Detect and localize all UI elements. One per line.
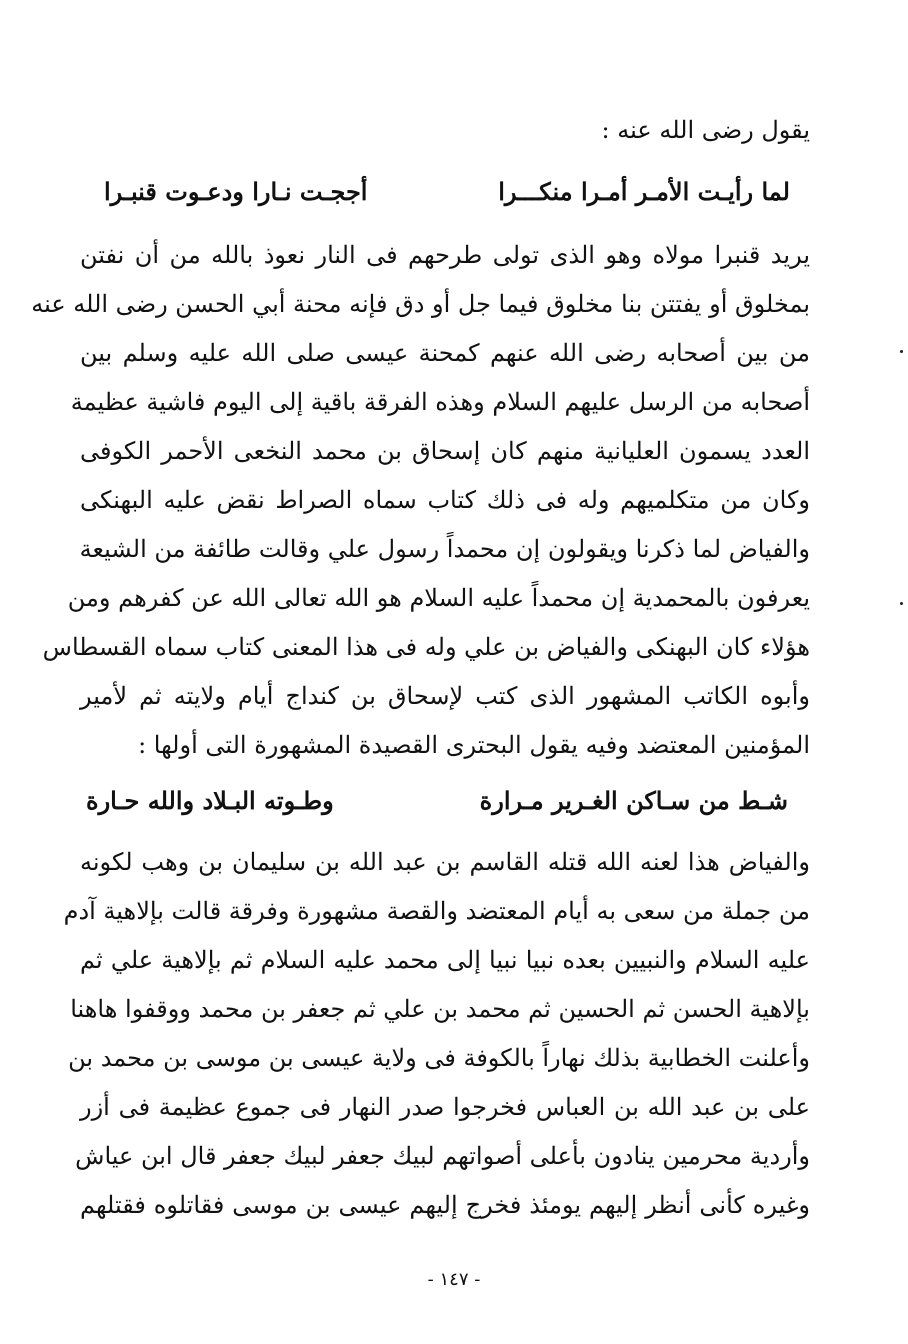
paragraph2-line-5: وأعلنت الخطابية بذلك نهاراً بالكوفة فى ولاية عيسى بن موسى بن محمد بن xyxy=(68,1044,810,1072)
verse1-second-hemistich: أججـت نـارا ودعـوت قنبـرا xyxy=(104,177,368,206)
paragraph1-line-7: والفياض لما ذكرنا ويقولون إن محمداً رسول علي وقالت طائفة من الشيعة xyxy=(79,535,810,563)
paragraph2-line-6: على بن عبد الله بن العباس فخرجوا صدر النهار فى جموع عظيمة فى أزر xyxy=(80,1093,810,1121)
paragraph1-line-1: يريد قنبرا مولاه وهو الذى تولى طرحهم فى النار نعوذ بالله من أن نفتن xyxy=(80,241,810,269)
verse2-second-hemistich: وطـوته البـلاد والله حـارة xyxy=(86,786,334,815)
paragraph2-line-1: والفياض هذا لعنه الله قتله القاسم بن عبد الله بن سليمان بن وهب لكونه xyxy=(80,848,810,876)
paragraph1-line-4: أصحابه من الرسل عليهم السلام وهذه الفرقة باقية إلى اليوم فاشية عظيمة xyxy=(70,388,810,416)
paragraph1-line-5: العدد يسمون العليانية منهم كان إسحاق بن محمد النخعى الأحمر الكوفى xyxy=(80,437,810,465)
verse1-first-hemistich: لما رأيـت الأمـر أمـرا منكـــرا xyxy=(498,177,790,206)
paragraph1-line-11: المؤمنين المعتضد وفيه يقول البحترى القصيدة المشهورة التى أولها : xyxy=(138,731,810,759)
verse2-first-hemistich: شـط من سـاكن الغـرير مـرارة xyxy=(479,786,788,815)
paragraph1-line-6: وكان من متكلميهم وله فى ذلك كتاب سماه الصراط نقض عليه البهنكى xyxy=(80,486,810,514)
paragraph1-line-8: يعرفون بالمحمدية إن محمداً عليه السلام هو الله تعالى الله عن كفرهم ومن xyxy=(67,584,810,612)
intro-line: يقول رضى الله عنه : xyxy=(601,116,810,144)
paragraph2-line-7: وأردية محرمين ينادون بأعلى أصواتهم لبيك جعفر لبيك جعفر قال ابن عياش xyxy=(75,1142,810,1170)
paragraph1-line-2: بمخلوق أو يفتتن بنا مخلوق فيما جل أو دق فإنه محنة أبي الحسن رضى الله عنه xyxy=(31,290,810,318)
paragraph2-line-8: وغيره كأنى أنظر إليهم يومئذ فخرج إليهم عيسى بن موسى فقاتلوه فقتلهم xyxy=(80,1191,810,1219)
paragraph1-line-9: هؤلاء كان البهنكى والفياض بن علي وله فى هذا المعنى كتاب سماه القسطاس xyxy=(42,633,810,661)
scan-speck xyxy=(900,350,903,353)
paragraph2-line-3: عليه السلام والنبيين بعده نبيا نبيا إلى محمد عليه السلام ثم بإلاهية علي ثم xyxy=(80,946,810,974)
paragraph1-line-3: من بين أصحابه رضى الله عنهم كمحنة عيسى صلى الله عليه وسلم بين xyxy=(80,339,810,367)
paragraph1-line-10: وأبوه الكاتب المشهور الذى كتب لإسحاق بن كنداج أيام ولايته ثم لأمير xyxy=(80,682,810,710)
scan-speck xyxy=(900,602,903,605)
paragraph2-line-4: بإلاهية الحسن ثم الحسين ثم محمد بن علي ثم جعفر بن محمد ووقفوا هاهنا xyxy=(70,995,810,1023)
page-number: - ١٤٧ - xyxy=(427,1269,481,1290)
paragraph2-line-2: من جملة من سعى به أيام المعتضد والقصة مشهورة وفرقة قالت بإلاهية آدم xyxy=(63,897,810,925)
